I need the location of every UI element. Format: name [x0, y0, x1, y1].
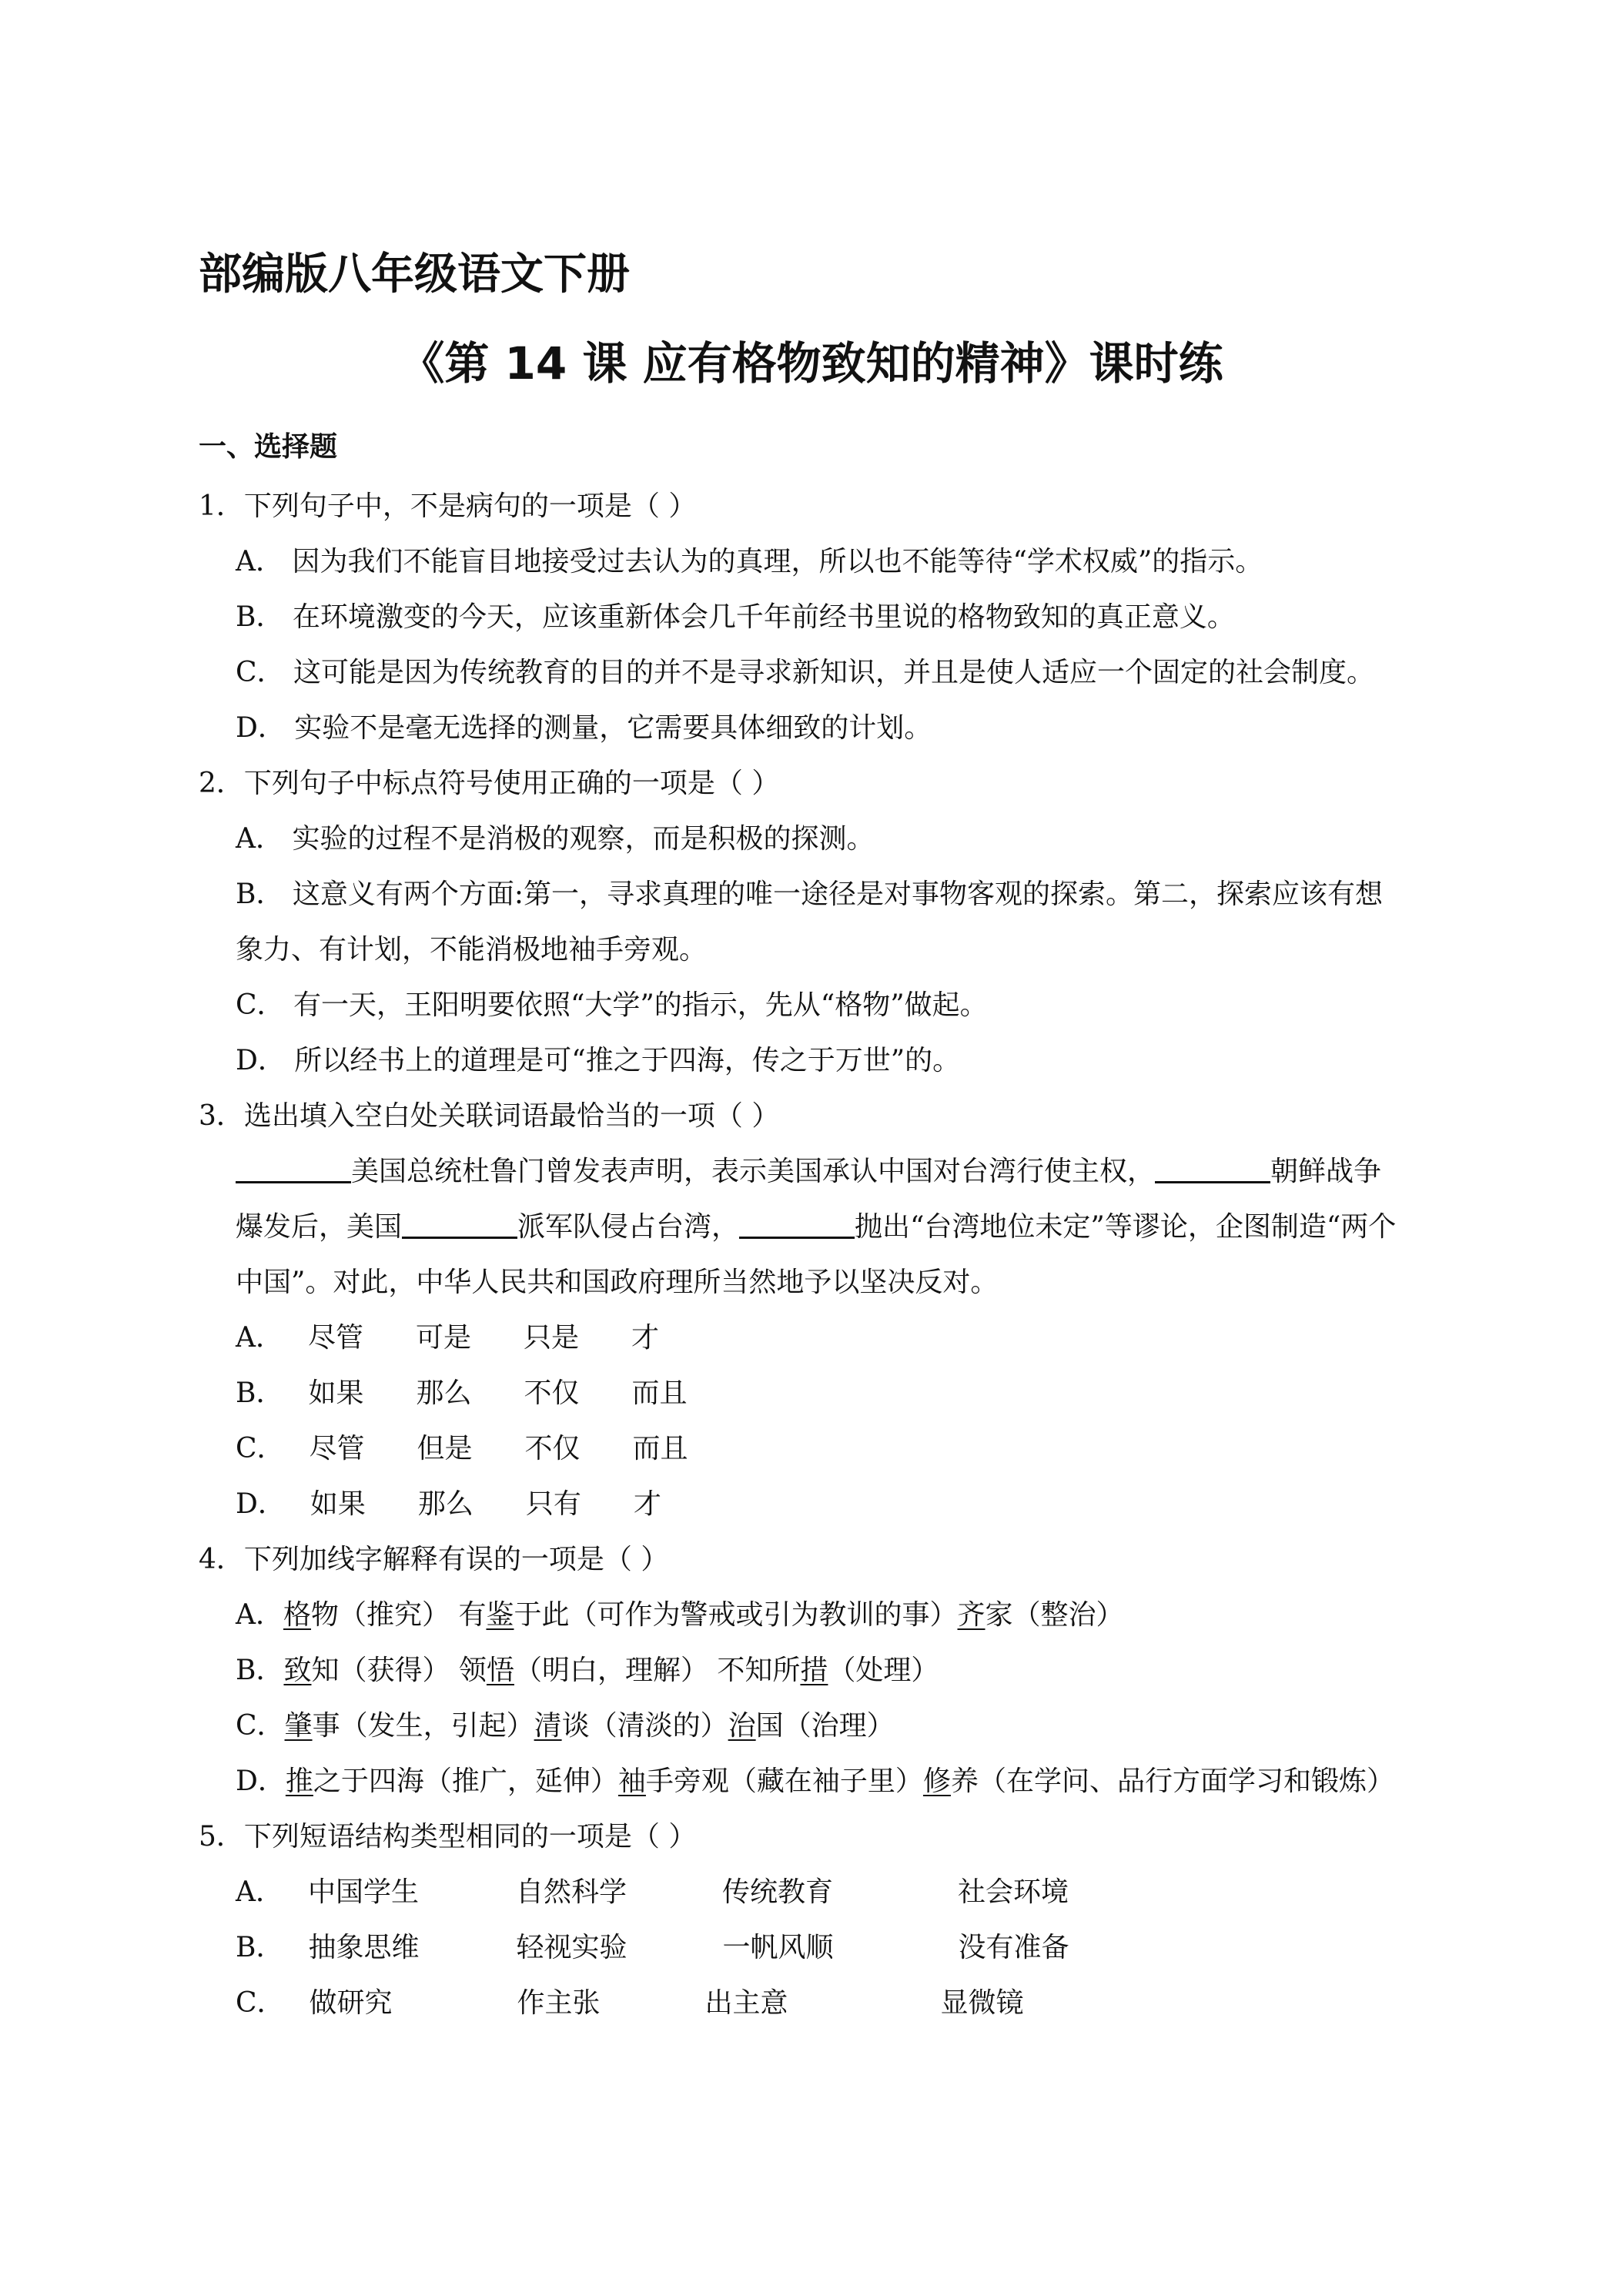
question-3-passage-line2: 爆发后，美国 派军队侵占台湾， 抛出“台湾地位未定”等谬论，企图制造“两个	[199, 1200, 1438, 1255]
fill-blank	[402, 1209, 517, 1239]
document-title: 部编版八年级语文下册	[199, 249, 630, 300]
question-5-option-c: C． 做研究 作主张 出主意 显微镜	[236, 1987, 1024, 2019]
question-4-option-b: B．致知（获得） 领悟（明白，理解） 不知所措（处理）	[236, 1655, 939, 1686]
question-5-stem: 5．下列短语结构类型相同的一项是（ ）	[199, 1821, 697, 1853]
fill-blank	[739, 1209, 855, 1239]
question-4-option-a: A．格物（推究） 有鉴于此（可作为警戒或引为教训的事）齐家（整治）	[236, 1599, 1124, 1631]
question-3-option-d: D． 如果 那么 只有 才	[236, 1488, 661, 1520]
question-2-option-a: A． 实验的过程不是消极的观察，而是积极的探测。	[236, 823, 875, 855]
question-3-option-c: C． 尽管 但是 不仅 而且	[236, 1433, 688, 1464]
question-2-option-d: D． 所以经书上的道理是可“推之于四海，传之于万世”的。	[236, 1045, 961, 1076]
section-heading: 一、选择题	[199, 431, 338, 463]
question-5-option-b: B． 抽象思维 轻视实验 一帆风顺 没有准备	[236, 1932, 1069, 1963]
question-2-option-b-line1: B． 这意义有两个方面:第一，寻求真理的唯一途径是对事物客观的探索。第二，探索应该有想	[236, 879, 1384, 910]
question-1-option-c: C． 这可能是因为传统教育的目的并不是寻求新知识，并且是使人适应一个固定的社会制度。	[236, 657, 1374, 688]
question-3-option-a: A． 尽管 可是 只是 才	[236, 1322, 660, 1354]
question-2-option-c: C． 有一天，王阳明要依照“大学”的指示，先从“格物”做起。	[236, 989, 988, 1021]
question-3-stem: 3．选出填入空白处关联词语最恰当的一项（ ）	[199, 1100, 780, 1132]
question-4-stem: 4．下列加线字解释有误的一项是（ ）	[199, 1544, 669, 1575]
question-2-option-b-line2: 象力、有计划，不能消极地袖手旁观。	[236, 934, 708, 966]
question-3-passage-line1: 美国总统杜鲁门曾发表声明，表示美国承认中国对台湾行使主权， 朝鲜战争	[199, 1144, 1438, 1200]
question-list	[199, 479, 1438, 2031]
question-1-stem: 1．下列句子中，不是病句的一项是（ ）	[199, 490, 697, 522]
question-3-passage-line3: 中国”。对此，中华人民共和国政府理所当然地予以坚决反对。	[236, 1267, 999, 1298]
question-1-option-b: B． 在环境激变的今天，应该重新体会几千年前经书里说的格物致知的真正意义。	[236, 601, 1235, 633]
question-1-option-a: A． 因为我们不能盲目地接受过去认为的真理，所以也不能等待“学术权威”的指示。	[236, 546, 1263, 577]
fill-blank	[236, 1153, 351, 1183]
question-4-option-c: C．肇事（发生，引起）清谈（清淡的）治国（治理）	[236, 1710, 895, 1742]
question-2-stem: 2．下列句子中标点符号使用正确的一项是（ ）	[199, 768, 780, 799]
lesson-title: 《第 14 课 应有格物致知的精神》课时练	[400, 337, 1223, 390]
question-5-option-a: A． 中国学生 自然科学 传统教育 社会环境	[236, 1876, 1069, 1908]
fill-blank	[1155, 1153, 1270, 1183]
question-4-option-d: D．推之于四海（推广，延伸）袖手旁观（藏在袖子里）修养（在学问、品行方面学习和锻炼）	[236, 1766, 1394, 1797]
question-3-option-b: B． 如果 那么 不仅 而且	[236, 1377, 688, 1409]
question-1-option-d: D． 实验不是毫无选择的测量，它需要具体细致的计划。	[236, 712, 932, 744]
